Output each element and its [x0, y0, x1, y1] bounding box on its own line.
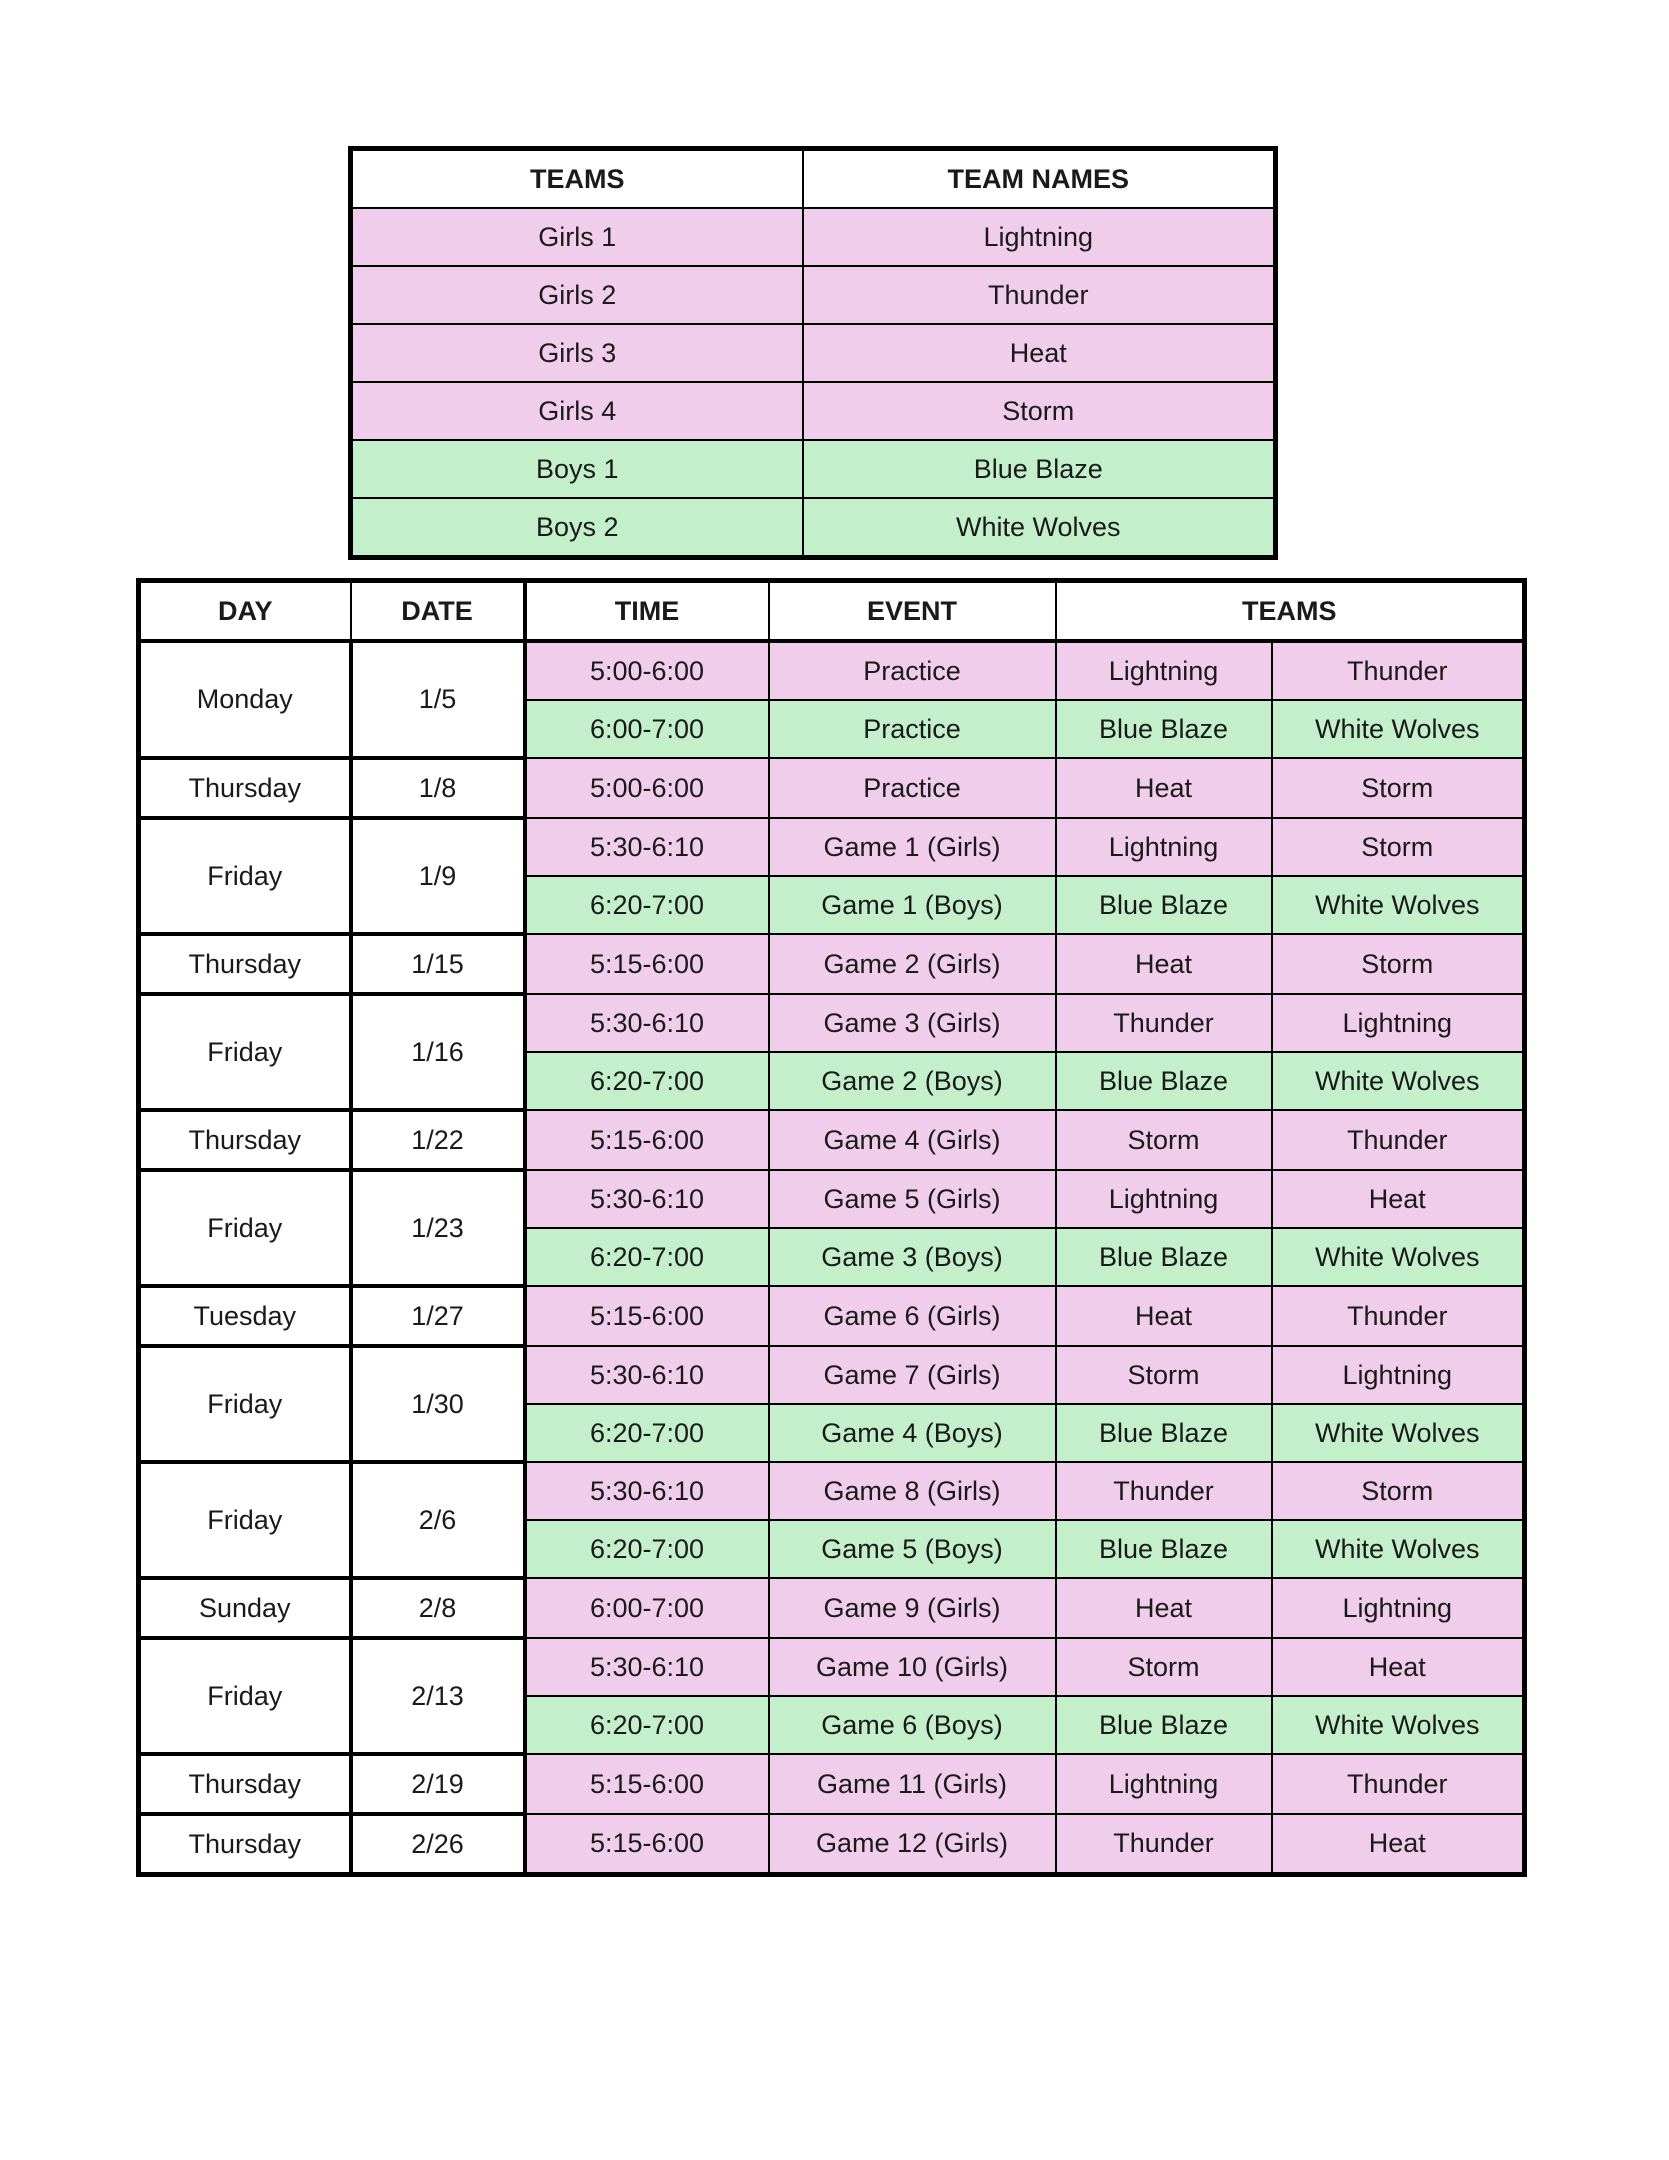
- schedule-row: [139, 1346, 1525, 1404]
- team2-cell: White Wolves: [1272, 1052, 1525, 1110]
- event-cell: Game 8 (Girls): [769, 1462, 1056, 1520]
- schedule-header-time: TIME: [525, 581, 769, 642]
- time-cell: 5:30-6:10: [525, 1346, 769, 1404]
- schedule-row: [139, 758, 1525, 818]
- schedule-row: [139, 1638, 1525, 1696]
- event-cell: Game 1 (Girls): [769, 818, 1056, 876]
- date-cell: 2/13: [351, 1638, 525, 1754]
- day-cell: Friday: [139, 1346, 351, 1462]
- event-cell: Game 6 (Girls): [769, 1286, 1056, 1346]
- team2-cell: Lightning: [1272, 994, 1525, 1052]
- time-cell: 5:00-6:00: [525, 641, 769, 700]
- legend-team-name-cell: Blue Blaze: [803, 440, 1276, 498]
- team2-cell: Heat: [1272, 1814, 1525, 1875]
- legend-team-name-cell: Heat: [803, 324, 1276, 382]
- day-cell: Friday: [139, 1170, 351, 1286]
- schedule-body: [139, 641, 1525, 1875]
- time-cell: 5:30-6:10: [525, 1462, 769, 1520]
- event-cell: Game 4 (Boys): [769, 1404, 1056, 1462]
- legend-row: [351, 266, 1276, 324]
- team1-cell: Blue Blaze: [1056, 876, 1272, 934]
- schedule-row: [139, 1170, 1525, 1228]
- legend-row: [351, 324, 1276, 382]
- time-cell: 6:20-7:00: [525, 1228, 769, 1286]
- time-cell: 5:15-6:00: [525, 1814, 769, 1875]
- team1-cell: Lightning: [1056, 818, 1272, 876]
- team1-cell: Storm: [1056, 1638, 1272, 1696]
- time-cell: 5:30-6:10: [525, 818, 769, 876]
- event-cell: Practice: [769, 758, 1056, 818]
- time-cell: 5:00-6:00: [525, 758, 769, 818]
- team1-cell: Blue Blaze: [1056, 1696, 1272, 1754]
- time-cell: 5:30-6:10: [525, 994, 769, 1052]
- event-cell: Game 10 (Girls): [769, 1638, 1056, 1696]
- schedule-row: [139, 641, 1525, 700]
- legend-row: [351, 382, 1276, 440]
- team1-cell: Lightning: [1056, 641, 1272, 700]
- team2-cell: Heat: [1272, 1170, 1525, 1228]
- date-cell: 2/19: [351, 1754, 525, 1814]
- day-cell: Thursday: [139, 1754, 351, 1814]
- team2-cell: White Wolves: [1272, 1228, 1525, 1286]
- team1-cell: Storm: [1056, 1346, 1272, 1404]
- schedule-header-day: DAY: [139, 581, 351, 642]
- team2-cell: Thunder: [1272, 1754, 1525, 1814]
- legend-team-cell: Girls 2: [351, 266, 803, 324]
- day-cell: Friday: [139, 1638, 351, 1754]
- team1-cell: Thunder: [1056, 994, 1272, 1052]
- day-cell: Monday: [139, 641, 351, 758]
- team2-cell: Storm: [1272, 934, 1525, 994]
- team1-cell: Heat: [1056, 934, 1272, 994]
- team1-cell: Blue Blaze: [1056, 1404, 1272, 1462]
- legend-team-name-cell: White Wolves: [803, 498, 1276, 558]
- schedule-header-date: DATE: [351, 581, 525, 642]
- schedule-row: [139, 1754, 1525, 1814]
- team1-cell: Blue Blaze: [1056, 1228, 1272, 1286]
- team1-cell: Heat: [1056, 1286, 1272, 1346]
- legend-team-name-cell: Storm: [803, 382, 1276, 440]
- day-cell: Sunday: [139, 1578, 351, 1638]
- schedule-header-teams: TEAMS: [1056, 581, 1525, 642]
- date-cell: 2/6: [351, 1462, 525, 1578]
- date-cell: 1/23: [351, 1170, 525, 1286]
- date-cell: 2/8: [351, 1578, 525, 1638]
- day-cell: Thursday: [139, 758, 351, 818]
- legend-row: [351, 440, 1276, 498]
- team2-cell: Storm: [1272, 758, 1525, 818]
- date-cell: 1/15: [351, 934, 525, 994]
- legend-row: [351, 208, 1276, 266]
- time-cell: 6:00-7:00: [525, 700, 769, 758]
- event-cell: Practice: [769, 700, 1056, 758]
- schedule-row: [139, 934, 1525, 994]
- team1-cell: Lightning: [1056, 1170, 1272, 1228]
- schedule-row: [139, 1110, 1525, 1170]
- date-cell: 1/27: [351, 1286, 525, 1346]
- team1-cell: Heat: [1056, 758, 1272, 818]
- date-cell: 1/22: [351, 1110, 525, 1170]
- schedule-header-row: [139, 581, 1525, 642]
- time-cell: 6:20-7:00: [525, 1696, 769, 1754]
- team1-cell: Thunder: [1056, 1814, 1272, 1875]
- date-cell: 1/5: [351, 641, 525, 758]
- team2-cell: White Wolves: [1272, 876, 1525, 934]
- team1-cell: Thunder: [1056, 1462, 1272, 1520]
- event-cell: Game 4 (Girls): [769, 1110, 1056, 1170]
- schedule-row: [139, 818, 1525, 876]
- team1-cell: Storm: [1056, 1110, 1272, 1170]
- schedule-row: [139, 1578, 1525, 1638]
- event-cell: Game 6 (Boys): [769, 1696, 1056, 1754]
- date-cell: 1/8: [351, 758, 525, 818]
- time-cell: 5:30-6:10: [525, 1638, 769, 1696]
- event-cell: Game 11 (Girls): [769, 1754, 1056, 1814]
- team2-cell: White Wolves: [1272, 1404, 1525, 1462]
- event-cell: Game 7 (Girls): [769, 1346, 1056, 1404]
- schedule-row: [139, 1814, 1525, 1875]
- legend-team-name-cell: Lightning: [803, 208, 1276, 266]
- legend-body: [351, 208, 1276, 558]
- team1-cell: Lightning: [1056, 1754, 1272, 1814]
- date-cell: 2/26: [351, 1814, 525, 1875]
- legend-team-cell: Girls 4: [351, 382, 803, 440]
- team2-cell: White Wolves: [1272, 700, 1525, 758]
- legend-team-name-cell: Thunder: [803, 266, 1276, 324]
- legend-header-row: [351, 149, 1276, 209]
- team2-cell: Heat: [1272, 1638, 1525, 1696]
- legend-row: [351, 498, 1276, 558]
- event-cell: Game 3 (Girls): [769, 994, 1056, 1052]
- event-cell: Game 2 (Girls): [769, 934, 1056, 994]
- legend-team-cell: Girls 1: [351, 208, 803, 266]
- team2-cell: Thunder: [1272, 641, 1525, 700]
- time-cell: 5:15-6:00: [525, 1754, 769, 1814]
- team1-cell: Blue Blaze: [1056, 1520, 1272, 1578]
- team2-cell: Lightning: [1272, 1346, 1525, 1404]
- team2-cell: Storm: [1272, 818, 1525, 876]
- team1-cell: Heat: [1056, 1578, 1272, 1638]
- team1-cell: Blue Blaze: [1056, 700, 1272, 758]
- event-cell: Game 5 (Boys): [769, 1520, 1056, 1578]
- day-cell: Thursday: [139, 1110, 351, 1170]
- day-cell: Thursday: [139, 934, 351, 994]
- event-cell: Game 9 (Girls): [769, 1578, 1056, 1638]
- time-cell: 5:15-6:00: [525, 1110, 769, 1170]
- legend-header-team-names: TEAM NAMES: [803, 149, 1276, 209]
- team2-cell: White Wolves: [1272, 1696, 1525, 1754]
- schedule-table: [136, 578, 1527, 1877]
- event-cell: Game 2 (Boys): [769, 1052, 1056, 1110]
- time-cell: 6:20-7:00: [525, 876, 769, 934]
- day-cell: Friday: [139, 994, 351, 1110]
- day-cell: Friday: [139, 1462, 351, 1578]
- date-cell: 1/9: [351, 818, 525, 934]
- legend-header-teams: TEAMS: [351, 149, 803, 209]
- day-cell: Thursday: [139, 1814, 351, 1875]
- team2-cell: Lightning: [1272, 1578, 1525, 1638]
- event-cell: Game 1 (Boys): [769, 876, 1056, 934]
- team2-cell: Thunder: [1272, 1286, 1525, 1346]
- schedule-row: [139, 994, 1525, 1052]
- time-cell: 6:20-7:00: [525, 1520, 769, 1578]
- team2-cell: White Wolves: [1272, 1520, 1525, 1578]
- legend-team-cell: Boys 1: [351, 440, 803, 498]
- date-cell: 1/16: [351, 994, 525, 1110]
- date-cell: 1/30: [351, 1346, 525, 1462]
- day-cell: Friday: [139, 818, 351, 934]
- legend-team-cell: Boys 2: [351, 498, 803, 558]
- time-cell: 6:20-7:00: [525, 1052, 769, 1110]
- time-cell: 6:00-7:00: [525, 1578, 769, 1638]
- schedule-row: [139, 1286, 1525, 1346]
- team2-cell: Storm: [1272, 1462, 1525, 1520]
- legend-team-cell: Girls 3: [351, 324, 803, 382]
- schedule-row: [139, 1462, 1525, 1520]
- time-cell: 5:30-6:10: [525, 1170, 769, 1228]
- event-cell: Game 5 (Girls): [769, 1170, 1056, 1228]
- time-cell: 6:20-7:00: [525, 1404, 769, 1462]
- time-cell: 5:15-6:00: [525, 934, 769, 994]
- day-cell: Tuesday: [139, 1286, 351, 1346]
- team2-cell: Thunder: [1272, 1110, 1525, 1170]
- event-cell: Practice: [769, 641, 1056, 700]
- event-cell: Game 12 (Girls): [769, 1814, 1056, 1875]
- event-cell: Game 3 (Boys): [769, 1228, 1056, 1286]
- time-cell: 5:15-6:00: [525, 1286, 769, 1346]
- schedule-header-event: EVENT: [769, 581, 1056, 642]
- team1-cell: Blue Blaze: [1056, 1052, 1272, 1110]
- team-legend-table: [348, 146, 1278, 560]
